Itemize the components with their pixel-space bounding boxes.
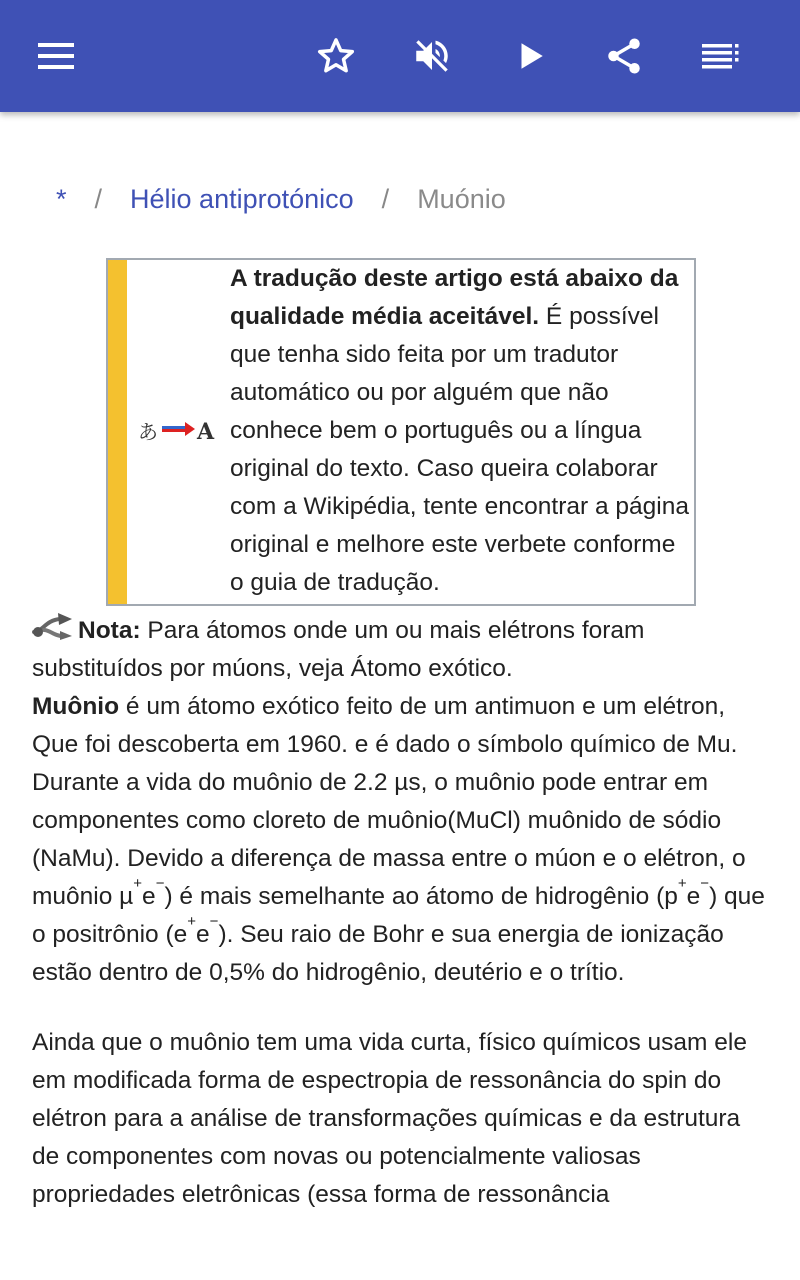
app-bar [0, 0, 800, 112]
translate-target-glyph: A [197, 419, 215, 445]
superscript-plus: + [187, 913, 197, 930]
toc-list-icon [700, 42, 740, 70]
share-icon [603, 35, 645, 77]
article-body [32, 612, 772, 1214]
hatnote [32, 612, 772, 688]
share-button[interactable] [596, 28, 652, 84]
menu-button[interactable] [28, 28, 84, 84]
play-button[interactable] [502, 28, 558, 84]
translation-quality-notice [106, 258, 696, 606]
translate-icon [138, 416, 222, 446]
article-term: Muônio [32, 693, 120, 720]
article-paragraph [32, 688, 772, 992]
mute-button[interactable] [404, 28, 460, 84]
hatnote-text: Para átomos onde um ou mais elétrons foram substituídos por múons, veja Átomo exótico. [32, 617, 645, 682]
volume-off-icon [411, 35, 453, 77]
notice-stripe [108, 260, 127, 604]
breadcrumb-current: Muónio [417, 184, 506, 214]
electron-symbol: e [686, 883, 701, 910]
disambiguation-arrow-icon [32, 612, 74, 640]
hatnote-label: Nota: [78, 617, 141, 644]
article-content [0, 112, 800, 1280]
notice-body-text: É possível que tenha sido feita por um tradutor automático ou por alguém que não conhece bem o português ou a língua original do texto. Caso queira colaborar com a Wikipédia, tente encontrar a página original e melhore este verbete conforme o guia de tradução. [230, 303, 689, 596]
breadcrumb [56, 182, 506, 216]
paragraph-text: é um átomo exótico feito de um antimuon e um elétron, Que foi descoberta em 1960. e é dado o símbolo químico de Mu. Durante a vida do muônio de 2.2 µs, o muônio pode entrar em componentes como cloreto de muônio(MuCl) muônido de sódio (NaMu). Devido a diferença de massa entre o múon e o elétron, o muônio µ [32, 693, 746, 910]
superscript-plus: + [133, 875, 143, 892]
paragraph-text: ) que o positrônio (e [32, 883, 765, 948]
electron-symbol: e [142, 883, 156, 910]
superscript-minus: − [155, 875, 165, 892]
play-icon [513, 39, 547, 73]
breadcrumb-separator: / [94, 184, 103, 214]
electron-symbol: e [196, 921, 210, 948]
superscript-minus: − [700, 875, 710, 892]
notice-bold-text: A tradução deste artigo está abaixo da qualidade média aceitável. [230, 265, 679, 330]
breadcrumb-separator: / [381, 184, 390, 214]
contents-button[interactable] [692, 28, 748, 84]
bookmark-button[interactable] [308, 28, 364, 84]
menu-icon [36, 42, 76, 70]
article-paragraph: Ainda que o muônio tem uma vida curta, físico químicos usam ele em modificada forma de espectropia de ressonância do spin do elétron para a análise de transformações químicas e da estrutura de componentes com novas ou potencialmente valiosas propriedades eletrônicas (essa forma de ressonância [32, 1029, 747, 1208]
translate-source-glyph: あ [138, 420, 158, 444]
star-icon [315, 35, 357, 77]
superscript-plus: + [677, 875, 687, 892]
notice-text [230, 260, 690, 602]
paragraph-text: ) é mais semelhante ao átomo de hidrogênio (p [164, 883, 678, 910]
breadcrumb-root-link[interactable]: * [56, 184, 67, 214]
paragraph-text: ). Seu raio de Bohr e sua energia de ionização estão dentro de 0,5% do hidrogênio, deutério e o trítio. [32, 921, 724, 986]
breadcrumb-parent-link[interactable]: Hélio antiprotónico [130, 184, 354, 214]
superscript-minus: − [209, 913, 219, 930]
